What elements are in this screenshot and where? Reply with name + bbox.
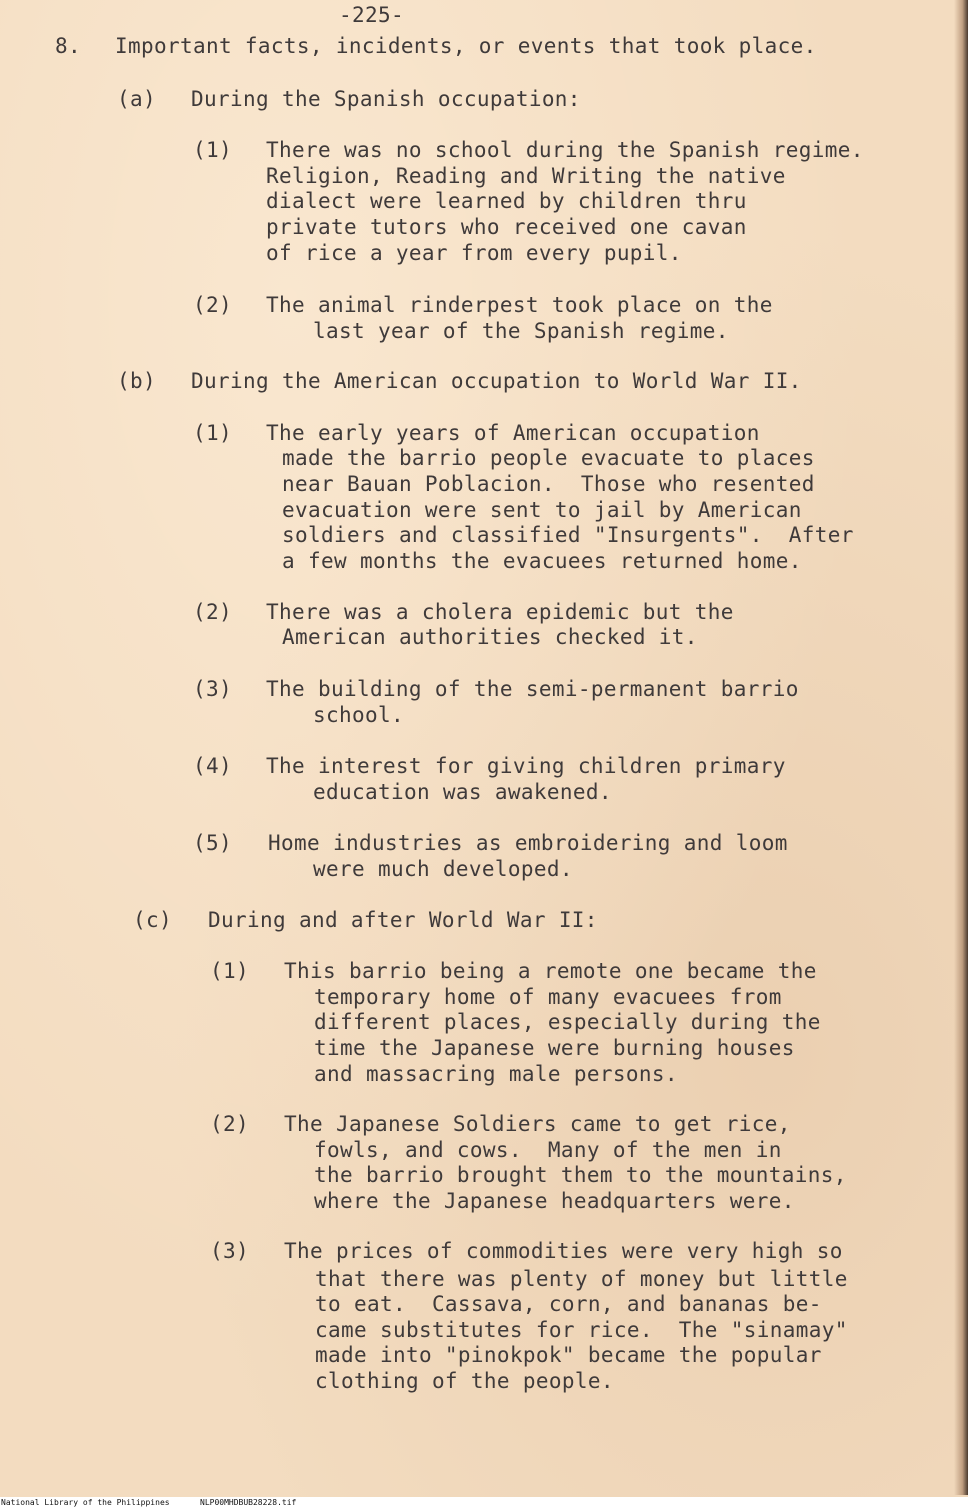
section-b-item-3-label: (3): [193, 677, 232, 701]
section-c-item-3-line-3: to eat. Cassava, corn, and bananas be-: [315, 1292, 822, 1316]
section-c-item-1-line-1: This barrio being a remote one became the: [284, 959, 817, 983]
section-c-item-3-line-1: The prices of commodities were very high so: [284, 1239, 843, 1263]
section-c-item-2-line-2: fowls, and cows. Many of the men in: [314, 1138, 782, 1162]
section-c-item-3-line-4: came substitutes for rice. The "sinamay": [315, 1318, 848, 1342]
section-b-item-3-line-1: The building of the semi-permanent barrio: [266, 677, 799, 701]
section-b-item-2-line-1: There was a cholera epidemic but the: [266, 600, 734, 624]
section-c-item-3-line-6: clothing of the people.: [315, 1369, 614, 1393]
section-b-label: (b): [117, 369, 156, 393]
section-a-label: (a): [117, 87, 156, 111]
section-b-item-5-line-1: Home industries as embroidering and loom: [268, 831, 788, 855]
section-a-item-1-label: (1): [193, 138, 232, 162]
footer-filename: NLP00MHDBUB28228.tif: [200, 1498, 297, 1507]
footer-credit: National Library of the Philippines: [1, 1498, 170, 1507]
section-c-item-1-label: (1): [210, 959, 249, 983]
section-c-item-1-line-5: and massacring male persons.: [314, 1062, 678, 1086]
section-b-title: During the American occupation to World War II.: [191, 369, 802, 393]
section-b-item-4-label: (4): [193, 754, 232, 778]
section-c-item-2-line-1: The Japanese Soldiers came to get rice,: [284, 1112, 791, 1136]
section-b-item-5-line-2: were much developed.: [313, 857, 573, 881]
section-b-item-1-line-4: evacuation were sent to jail by American: [282, 498, 802, 522]
section-a-item-2-line-1: The animal rinderpest took place on the: [266, 293, 773, 317]
section-b-item-5-label: (5): [193, 831, 232, 855]
section-c-label: (c): [133, 908, 172, 932]
section-b-item-1-line-6: a few months the evacuees returned home.: [282, 549, 802, 573]
section-a-item-1-line-5: of rice a year from every pupil.: [266, 241, 682, 265]
section-c-item-2-label: (2): [210, 1112, 249, 1136]
section-a-item-1-line-4: private tutors who received one cavan: [266, 215, 747, 239]
section-b-item-1-line-3: near Bauan Poblacion. Those who resented: [282, 472, 815, 496]
page-edge-shadow: [954, 0, 968, 1495]
section-b-item-1-line-2: made the barrio people evacuate to places: [282, 446, 815, 470]
item-heading: Important facts, incidents, or events that took place.: [115, 34, 817, 58]
section-a-title: During the Spanish occupation:: [191, 87, 581, 111]
section-a-item-1-line-3: dialect were learned by children thru: [266, 189, 747, 213]
section-b-item-1-line-1: The early years of American occupation: [266, 421, 760, 445]
section-b-item-4-line-2: education was awakened.: [313, 780, 612, 804]
section-b-item-2-line-2: American authorities checked it.: [282, 625, 698, 649]
section-c-item-3-label: (3): [210, 1239, 249, 1263]
item-number: 8.: [55, 34, 81, 58]
section-c-title: During and after World War II:: [208, 908, 598, 932]
section-c-item-1-line-4: time the Japanese were burning houses: [314, 1036, 795, 1060]
section-b-item-1-line-5: soldiers and classified "Insurgents". After: [282, 523, 854, 547]
section-c-item-1-line-3: different places, especially during the: [314, 1010, 821, 1034]
section-b-item-1-label: (1): [193, 421, 232, 445]
section-a-item-1-line-2: Religion, Reading and Writing the native: [266, 164, 786, 188]
section-a-item-1-line-1: There was no school during the Spanish regime.: [266, 138, 864, 162]
section-c-item-2-line-3: the barrio brought them to the mountains,: [314, 1163, 847, 1187]
section-b-item-2-label: (2): [193, 600, 232, 624]
section-c-item-2-line-4: where the Japanese headquarters were.: [314, 1189, 795, 1213]
section-c-item-1-line-2: temporary home of many evacuees from: [314, 985, 782, 1009]
page-number: -225-: [339, 3, 404, 27]
section-b-item-4-line-1: The interest for giving children primary: [266, 754, 786, 778]
section-c-item-3-line-2: that there was plenty of money but little: [315, 1267, 848, 1291]
section-a-item-2-label: (2): [193, 293, 232, 317]
section-c-item-3-line-5: made into "pinokpok" became the popular: [315, 1343, 822, 1367]
section-b-item-3-line-2: school.: [313, 703, 404, 727]
section-a-item-2-line-2: last year of the Spanish regime.: [313, 319, 729, 343]
